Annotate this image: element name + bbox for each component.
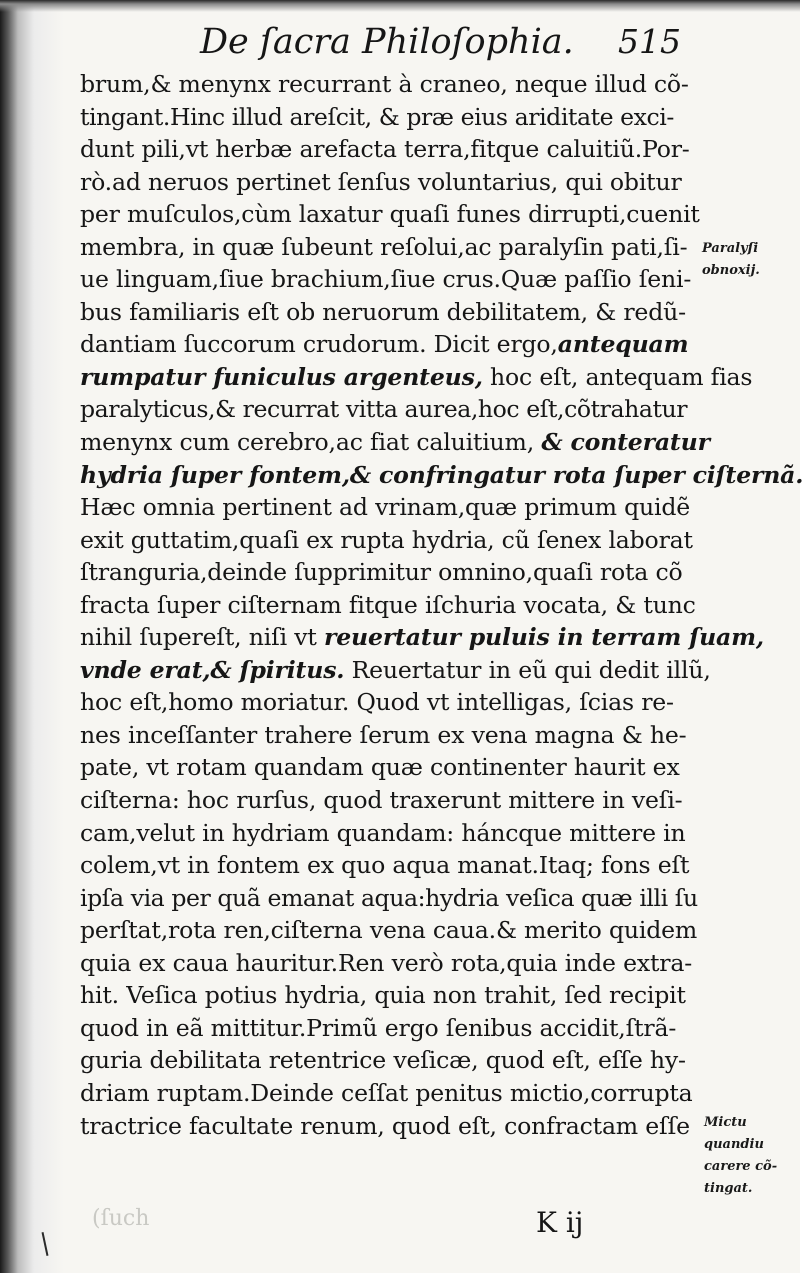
- page-header: [0, 14, 800, 72]
- margin-note-mictu: [704, 1112, 777, 1200]
- running-title: De ſacra Philoſophia.: [200, 22, 574, 62]
- text-line-19: vnde erat,& ſpiritus. Reuertatur in eũ qui dedit illũ,: [80, 655, 711, 684]
- margin-note-line: obnoxij.: [702, 263, 760, 278]
- text-line-15: exit guttatim,quaſi ex rupta hydria, cũ ſenex laborat: [80, 525, 693, 554]
- text-line-18: nihil ſupereſt, niſi vt reuertatur puluis in terram ſuam,: [80, 623, 764, 652]
- text-line-21: nes inceſſanter trahere ſerum ex vena magna & he-: [80, 720, 687, 749]
- scripture-quote: antequam: [557, 330, 689, 359]
- text-line-30: quod in eã mittitur.Primũ ergo ſenibus accidit,ſtrã-: [80, 1013, 677, 1042]
- text-line-14: Hæc omnia pertinent ad vrinam,quæ primum quidẽ: [80, 493, 691, 522]
- margin-note-line: carere cõ-: [704, 1159, 778, 1174]
- margin-note-line: Paralyſi: [702, 241, 759, 256]
- margin-note-paralysi: [702, 238, 760, 282]
- text-line-16: ſtranguria,deinde ſupprimitur omnino,quaſi rota cõ: [80, 558, 683, 587]
- text-line-29: hit. Veſica potius hydria, quia non trahit, ſed recipit: [80, 981, 686, 1010]
- scripture-quote: vnde erat,& ſpiritus.: [80, 655, 345, 684]
- top-edge-shadow: [0, 0, 800, 12]
- text-line-13: [80, 459, 803, 492]
- text-line-33: tractrice facultate renum, quod eſt, confractam eſſe: [80, 1111, 690, 1140]
- bleed-through-text: (ſuch: [92, 1206, 150, 1231]
- text-line-22: pate, vt rotam quandam quæ continenter haurit ex: [80, 753, 680, 782]
- text-line-4: rò.ad neruos pertinet ſenſus voluntarius, qui obitur: [80, 167, 682, 196]
- text-line-6: membra, in quæ ſubeunt reſolui,ac paralyſin pati,ſi-: [80, 232, 688, 261]
- text-line-5: per muſculos,cùm laxatur quaſi funes dirrupti,cuenit: [80, 200, 700, 229]
- text-line-25: colem,vt in fontem ex quo aqua manat.Itaq; fons eſt: [80, 851, 690, 880]
- margin-note-line: quandiu: [704, 1137, 764, 1152]
- text-line-32: driam ruptam.Deinde ceſſat penitus mictio,corrupta: [80, 1078, 693, 1107]
- text-line-31: guria debilitata retentrice veſicæ, quod eſt, eſſe hy-: [80, 1046, 686, 1075]
- scripture-quote: reuertatur puluis in terram ſuam,: [324, 623, 764, 652]
- text-line-12: menynx cum cerebro,ac fiat caluitium, & conteratur: [80, 428, 710, 457]
- text-line-10: rumpatur funiculus argenteus, hoc eſt, antequam fias: [80, 362, 753, 391]
- page-number: 515: [618, 22, 681, 61]
- text-line-1: brum,& menynx recurrant à craneo, neque illud cõ-: [80, 70, 689, 98]
- text-line-3: dunt pili,vt herbæ arefacta terra,fitque caluitiũ.Por-: [80, 135, 690, 164]
- text-line-7: ue linguam,ſiue brachium,ſiue crus.Quæ paſſio ſeni-: [80, 265, 692, 294]
- text-line-23: ciſterna: hoc rurſus, quod traxerunt mittere in veſi-: [80, 786, 683, 815]
- text-line-24: cam,velut in hydriam quandam: háncque mittere in: [80, 818, 686, 847]
- scripture-quote: & conteratur: [541, 428, 710, 457]
- text-line-17: fracta ſuper ciſternam fitque iſchuria vocata, & tunc: [80, 590, 696, 619]
- text-line-11: paralyticus,& recurrat vitta aurea,hoc eſt,cõtrahatur: [80, 395, 688, 424]
- margin-note-line: Mictu: [704, 1115, 747, 1130]
- text-line-20: hoc eſt,homo moriatur. Quod vt intelligas, ſcias re-: [80, 688, 674, 717]
- text-line-27: perſtat,rota ren,ciſterna vena caua.& merito quidem: [80, 916, 698, 945]
- scripture-quote: hydria ſuper fontem,& confringatur rota ſuper ciſternã.: [80, 460, 803, 489]
- margin-note-line: tingat.: [704, 1181, 753, 1196]
- binding-gutter-shadow: [0, 0, 64, 1273]
- scripture-quote: rumpatur funiculus argenteus,: [80, 362, 483, 391]
- text-line-2: tingant.Hinc illud areſcit, & præ eius ariditate exci-: [80, 102, 674, 131]
- text-line-9: dantiam ſuccorum crudorum. Dicit ergo,antequam: [80, 330, 689, 359]
- text-line-26: ipſa via per quã emanat aqua:hydria veſica quæ illi ſu: [80, 883, 698, 912]
- signature-mark: K ij: [536, 1206, 584, 1239]
- text-line-8: bus familiaris eſt ob neruorum debilitatem, & redũ-: [80, 297, 686, 326]
- text-line-28: quia ex caua hauritur.Ren verò rota,quia inde extra-: [80, 948, 692, 977]
